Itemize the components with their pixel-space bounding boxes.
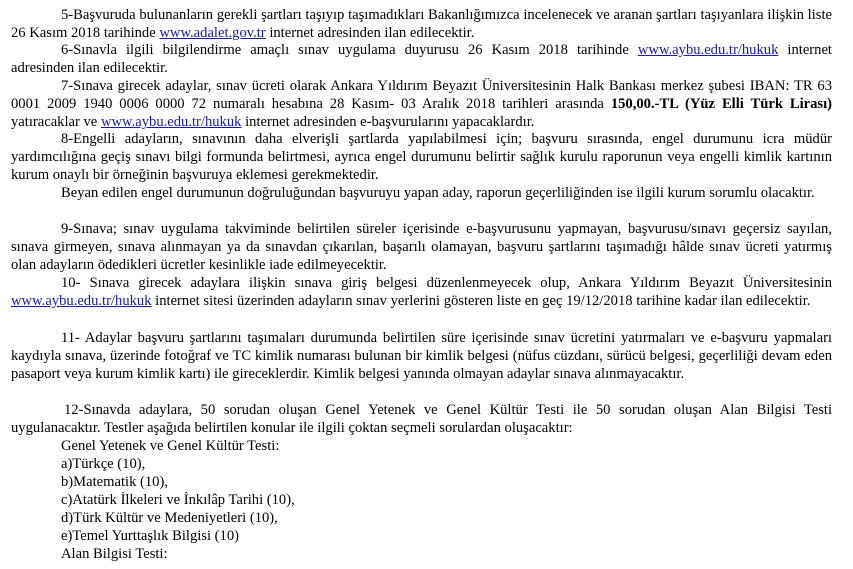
genel-test-title: Genel Yetenek ve Genel Kültür Testi: bbox=[61, 438, 280, 454]
aybu-link[interactable]: www.aybu.edu.tr/hukuk bbox=[100, 113, 242, 130]
paragraph-9-text: 9-Sınava; sınav uygulama takviminde belirtilen süreler içerisinde e-başvurusunu yapmayan, başvurusu/sınavı geçersiz sayılan, sınava girmeyen, sınava alınmayan ya da sınavdan çıkarılan, başarılı olamayan, başvuru şartlarını taşımadığı hâlde sınav ücreti yatırmış olan adayların ödedikleri ücretler kesinlikle iade edilmeyecektir. bbox=[11, 221, 832, 273]
paragraph-5-text-end: internet adresinden ilan edilecektir. bbox=[265, 24, 475, 41]
paragraph-8-text: 8-Engelli adayların, sınavının daha elverişli şartlarda yapılabilmesi için; başvuru sırasında, engel durumunu icra müdür yardımcılığına geçiş sınavı bilgi formunda belirtmesi, ayrıca engel durumunu belirtir sağlık kurulu raporunun veya engelli kimlik kartının kurum onaylı bir örneğinin başvuruya eklemesi gerekmektedir. bbox=[11, 131, 832, 183]
paragraph-6 bbox=[11, 42, 832, 78]
aybu-link[interactable]: www.aybu.edu.tr/hukuk bbox=[11, 292, 152, 309]
paragraph-7 bbox=[11, 78, 832, 132]
paragraph-5 bbox=[11, 7, 832, 43]
paragraph-10 bbox=[11, 275, 832, 311]
aybu-link[interactable]: www.aybu.edu.tr/hukuk bbox=[637, 42, 779, 58]
paragraph-7-text-mid: yatıracaklar ve bbox=[11, 113, 101, 130]
paragraph-7-text: 7-Sınava girecek adaylar, sınav ücreti olarak Ankara Yıldırım Beyazıt Üniversitesinin Halk Bankası merkez şubesi IBAN: TR 63 0001 2009 1940 0006 0000 72 numaralı hesabına 28 Kasım- 03 Aralık 2018 tarihleri arasında bbox=[11, 78, 832, 112]
paragraph-6-text-end: internet adresinden ilan edilecektir. bbox=[11, 42, 832, 76]
paragraph-8b-text: Beyan edilen engel durumunun doğruluğundan başvuruyu yapan aday, raporun geçerliliğinden ise ilgili kurum sorumlu olacaktır. bbox=[61, 185, 815, 201]
paragraph-11-text: 11- Adaylar başvuru şartlarını taşımaları durumunda belirtilen süre içerisinde sınav ücretini yatırmaları ve e-başvuru yapmaları kaydıyla sınava, üzerinde fotoğraf ve TC kimlik numarası bulunan bir kimlik belgesi (nüfus cüzdanı, sürücü belgesi, geçerliliği devam eden pasaport veya kurum kimlik kartı) ile gireceklerdir. Kimlik belgesi yanında olmayan adaylar sınava alınmayacaktır. bbox=[11, 330, 832, 382]
paragraph-10-text: 10- Sınava girecek adaylara ilişkin sınava giriş belgesi düzenlenmeyecek olup, Ankara Yıldırım Beyazıt Üniversitesinin bbox=[61, 275, 832, 291]
alan-test-title: Alan Bilgisi Testi: bbox=[61, 546, 168, 562]
fee-amount: 150,00.-TL (Yüz Elli Türk Lirası) bbox=[610, 95, 833, 112]
paragraph-10-text-end: internet sitesi üzerinden adayların sınav yerlerini gösteren liste en geç 19/12/2018 tarihine kadar ilan edilecektir. bbox=[151, 292, 811, 309]
paragraph-12-text: 12-Sınavda adaylara, 50 sorudan oluşan Genel Yetenek ve Genel Kültür Testi ile 50 sorudan oluşan Alan Bilgisi Testi uygulanacaktır. Testler aşağıda belirtilen konular ile ilgili çoktan seçmeli sorulardan oluşacaktır: bbox=[11, 402, 832, 436]
list-item: c)Atatürk İlkeleri ve İnkılâp Tarihi (10), bbox=[61, 492, 295, 508]
list-item: a)Türkçe (10), bbox=[61, 456, 146, 472]
paragraph-11 bbox=[11, 330, 832, 384]
list-item: e)Temel Yurttaşlık Bilgisi (10) bbox=[61, 528, 239, 544]
paragraph-9 bbox=[11, 221, 832, 275]
list-item: b)Matematik (10), bbox=[61, 474, 168, 490]
paragraph-8 bbox=[11, 131, 832, 185]
paragraph-5-text: 5-Başvuruda bulunanların gerekli şartları taşıyıp taşımadıkları Bakanlığımızca incelenecek ve aranan şartları taşıyanlara ilişkin liste 26 Kasım 2018 tarihinde bbox=[11, 7, 832, 41]
paragraph-12 bbox=[11, 402, 832, 438]
paragraph-8b bbox=[11, 185, 832, 203]
list-item: d)Türk Kültür ve Medeniyetleri (10), bbox=[61, 510, 278, 526]
adalet-link[interactable]: www.adalet.gov.tr bbox=[159, 24, 266, 41]
paragraph-6-text: 6-Sınavla ilgili bilgilendirme amaçlı sınav uygulama duyurusu 26 Kasım 2018 tarihinde bbox=[61, 42, 638, 58]
paragraph-7-text-end: internet adresinden e-başvurularını yapacaklardır. bbox=[241, 113, 535, 130]
